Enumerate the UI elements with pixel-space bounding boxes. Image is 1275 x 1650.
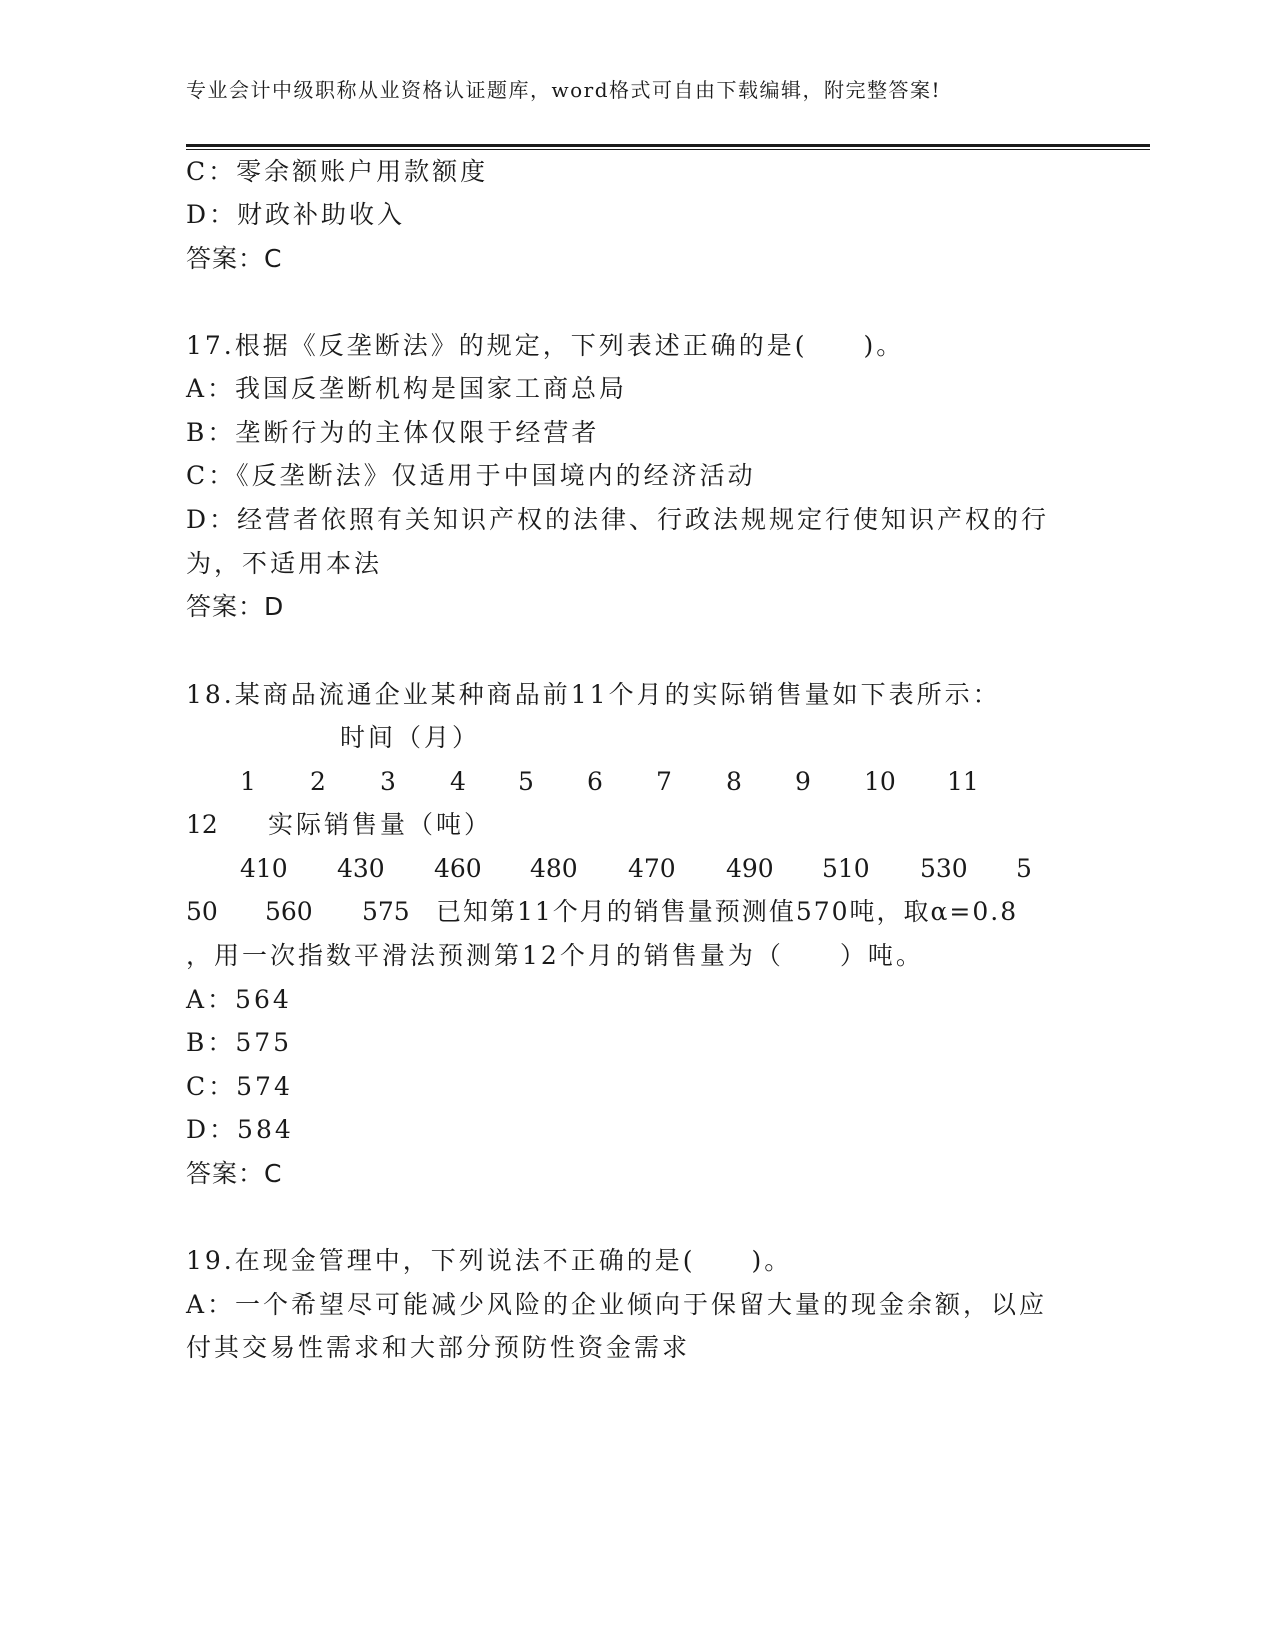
month-cell: 6: [587, 767, 603, 796]
table-header-sales: 实际销售量（吨）: [268, 810, 493, 839]
q16-answer: 答案：C: [186, 244, 283, 273]
q17-stem: 17.根据《反垄断法》的规定，下列表述正确的是( )。: [186, 331, 905, 360]
month-cell-12: 12: [186, 810, 218, 839]
sales-cell: 480: [530, 854, 578, 883]
page-header: 专业会计中级职称从业资格认证题库，word格式可自由下载编辑，附完整答案!: [186, 78, 942, 102]
table-header-time: 时间（月）: [340, 723, 481, 752]
q16-option-d: D：财政补助收入: [186, 200, 406, 229]
sales-cell: 460: [434, 854, 482, 883]
sales-cell: 530: [920, 854, 968, 883]
month-cell: 1: [240, 767, 256, 796]
q19-option-a: A：一个希望尽可能减少风险的企业倾向于保留大量的现金余额，以应: [186, 1290, 1048, 1319]
q16-option-c: C：零余额账户用款额度: [186, 157, 489, 186]
q17-option-c: C：《反垄断法》仅适用于中国境内的经济活动: [186, 461, 756, 490]
month-cell: 3: [380, 767, 396, 796]
q18-answer: 答案：C: [186, 1159, 283, 1188]
month-cell: 4: [450, 767, 466, 796]
month-cell: 11: [947, 767, 979, 796]
q18-stem-cont: 已知第11个月的销售量预测值570吨，取α=0.8: [436, 897, 1019, 926]
sales-cell: 410: [240, 854, 288, 883]
q17-option-d: D：经营者依照有关知识产权的法律、行政法规规定行使知识产权的行: [186, 505, 1050, 534]
q17-option-d-cont: 为，不适用本法: [186, 549, 383, 578]
header-rule-thin: [186, 149, 1150, 150]
month-cell: 5: [518, 767, 534, 796]
sales-cell: 575: [362, 897, 410, 926]
sales-cell: 470: [628, 854, 676, 883]
q17-answer: 答案：D: [186, 592, 285, 621]
month-cell: 8: [726, 767, 742, 796]
sales-cell: 510: [822, 854, 870, 883]
sales-cell: 560: [265, 897, 313, 926]
sales-cell: 5: [1016, 854, 1032, 883]
header-rule-thick: [186, 144, 1150, 147]
q18-option-b: B：575: [186, 1028, 293, 1057]
q18-option-d: D：584: [186, 1115, 294, 1144]
q18-stem-end: ，用一次指数平滑法预测第12个月的销售量为（ ）吨。: [186, 941, 924, 970]
q19-option-a-cont: 付其交易性需求和大部分预防性资金需求: [186, 1333, 691, 1362]
q18-option-a: A：564: [186, 985, 292, 1014]
q18-option-c: C：574: [186, 1072, 293, 1101]
q17-option-b: B：垄断行为的主体仅限于经营者: [186, 418, 600, 447]
q18-stem: 18.某商品流通企业某种商品前11个月的实际销售量如下表所示：: [186, 680, 1001, 709]
sales-cell: 490: [726, 854, 774, 883]
month-cell: 10: [864, 767, 896, 796]
month-cell: 9: [795, 767, 811, 796]
q19-stem: 19.在现金管理中，下列说法不正确的是( )。: [186, 1246, 793, 1275]
sales-cell: 430: [337, 854, 385, 883]
month-cell: 7: [656, 767, 672, 796]
sales-cell-cont: 50: [186, 897, 218, 926]
month-cell: 2: [310, 767, 326, 796]
q17-option-a: A：我国反垄断机构是国家工商总局: [186, 374, 628, 403]
